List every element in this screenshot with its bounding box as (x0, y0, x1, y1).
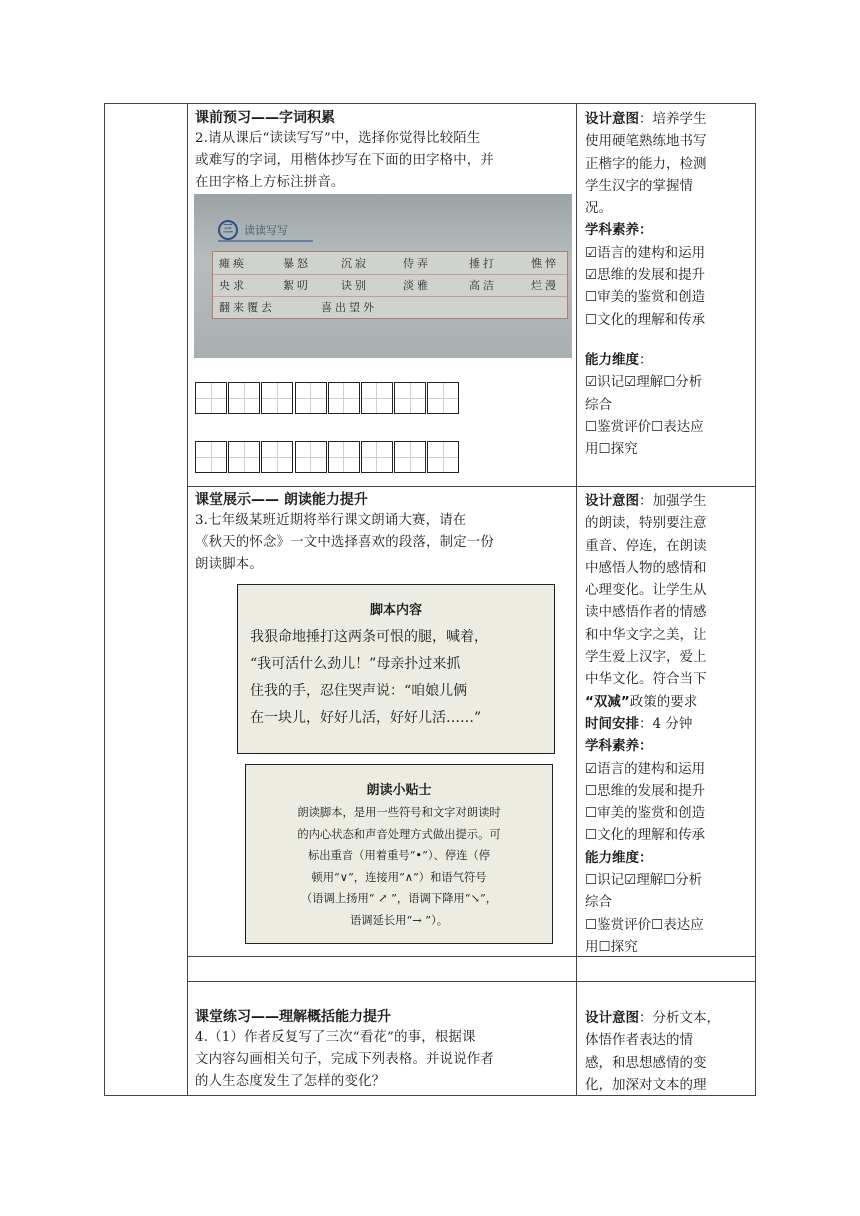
literacy-checkbox[interactable]: ☐文化的理解和传承 (585, 311, 706, 328)
design-notes: 设计意图：培养学生 使用硬笔熟练地书写 正楷字的能力，检测 学生汉字的掌握情 况。 学科素养： ☑语言的建构和运用 ☑思维的发展和提升 ☐审美的鉴赏和创造 ☐文化的理解和传承 能力维度： ☑识记☑理解☐分析 综合 ☐鉴赏评价☐表达应 用☐探究 (585, 108, 753, 460)
vocab-word: 瘫痪 (219, 257, 247, 270)
writing-grid-row[interactable] (195, 382, 461, 414)
design-notes: 设计意图：加强学生 的朗读，特别要注意 重音、停连，在朗读 中感悟人物的感情和 心理变化。让学生从 读中感悟作者的情感 和中华文字之美，让 学生爱上汉字，爱上 中华文化。符合当下 “双减”政策的要求 时间安排：4 分钟 学科素养： ☑语言的建构和运用 ☐思维的发展和提升 ☐审美的鉴赏和创造 ☐文化的理解和传承 能力维度： ☐识记☑理解☐分析 综合 ☐鉴赏评价☐表达应 用☐探究 (585, 490, 753, 958)
tips-title: 朗读小贴士 (366, 783, 432, 798)
ability-checkbox[interactable]: 用☐探究 (585, 441, 638, 458)
literacy-label: 学科素养： (585, 222, 653, 239)
ability-label: 能力维度： (585, 849, 653, 866)
vocab-word: 淡雅 (403, 279, 431, 292)
section-title: 课前预习——字词积累 (195, 110, 335, 126)
lesson-plan-table (104, 103, 756, 1096)
writing-grid-row[interactable] (195, 441, 461, 473)
literacy-checkbox[interactable]: ☑思维的发展和提升 (585, 267, 706, 284)
vocab-word: 侍弄 (403, 257, 431, 270)
design-label: 设计意图 (585, 493, 639, 509)
design-notes: 设计意图：分析文本， 体悟作者表达的情 感，和思想感情的变 化，加深对文本的理 (585, 1010, 720, 1093)
literacy-checkbox[interactable]: ☑语言的建构和运用 (585, 760, 706, 777)
section-title: 课堂练习——理解概括能力提升 (195, 1009, 391, 1025)
time-label: 时间安排 (585, 715, 639, 732)
vocab-grid (212, 251, 568, 319)
reading-tips-box: 朗读小贴士 朗读脚本，是用一些符号和文字对朗读时 的内心状态和声音处理方式做出提示。可 标出重音（用着重号“•”）、停连（停 顿用“∨”，连接用“∧”）和语气符号 （语调上扬用“ ↗ ”，语调下降用“↘”， 语调延长用“→ ”）。 (245, 764, 553, 944)
policy-label: “双减” (585, 693, 630, 710)
literacy-checkbox[interactable]: ☐文化的理解和传承 (585, 827, 706, 844)
ability-checkbox[interactable]: ☑识记☑理解☐分析 (585, 374, 703, 391)
ability-label: 能力维度 (585, 351, 639, 368)
ability-checkbox[interactable]: ☐鉴赏评价☐表达应 (585, 418, 704, 435)
ability-checkbox[interactable]: 用☐探究 (585, 938, 638, 955)
literacy-checkbox[interactable]: ☑语言的建构和运用 (585, 244, 706, 261)
question-text: 文内容勾画相关句子，完成下列表格。并说说作者 (195, 1052, 494, 1067)
literacy-checkbox[interactable]: ☐审美的鉴赏和创造 (585, 289, 706, 306)
literacy-checkbox[interactable]: ☐审美的鉴赏和创造 (585, 805, 706, 822)
vocab-word: 喜出望外 (321, 301, 377, 314)
vocab-word: 沉寂 (341, 257, 369, 270)
vocab-word: 诀别 (341, 279, 369, 292)
section-title: 课堂展示—— 朗读能力提升 (195, 492, 368, 508)
script-title: 脚本内容 (369, 603, 422, 618)
script-content-box: 脚本内容 我狠命地捶打这两条可恨的腿，喊着， “我可活什么劲儿！”母亲扑过来抓 住我的手，忍住哭声说：“咱娘儿俩 在一块儿，好好儿活，好好儿活……” (237, 584, 555, 754)
vocab-word: 絮叨 (283, 279, 311, 292)
practice-cell (195, 1007, 573, 1093)
vocab-word: 捶打 (469, 257, 497, 270)
question-text: 《秋天的怀念》一文中选择喜欢的段落，制定一份 (195, 535, 494, 550)
question-text: 或难写的字词，用楷体抄写在下面的田字格中，并 (195, 153, 494, 168)
literacy-checkbox[interactable]: ☐思维的发展和提升 (585, 782, 706, 799)
vocab-word: 高洁 (469, 279, 497, 292)
literacy-label: 学科素养： (585, 738, 653, 755)
vocab-word: 央求 (219, 279, 247, 292)
question-text: 的人生态度发生了怎样的变化？ (195, 1074, 386, 1089)
design-label: 设计意图 (585, 1010, 639, 1026)
ability-checkbox: 综合 (585, 396, 612, 413)
section-badge-icon: 三 (218, 220, 238, 240)
textbook-photo (194, 194, 572, 358)
row-divider (187, 981, 755, 982)
display-cell (195, 490, 573, 576)
preview-cell (195, 108, 573, 194)
design-label: 设计意图 (585, 111, 639, 127)
vocab-word: 烂漫 (531, 279, 559, 292)
ability-checkbox[interactable]: ☐鉴赏评价☐表达应 (585, 916, 704, 933)
question-text: 3.七年级某班近期将举行课文朗诵大赛，请在 (195, 513, 467, 528)
column-divider (187, 104, 188, 1095)
photo-heading: 读读写写 (244, 224, 288, 237)
row-divider (187, 486, 755, 487)
ability-checkbox[interactable]: ☐识记☑理解☐分析 (585, 872, 703, 889)
ability-checkbox: 综合 (585, 894, 612, 911)
question-text: 朗读脚本。 (195, 557, 263, 572)
time-value: ：4 分钟 (639, 715, 693, 732)
column-divider (576, 104, 577, 1095)
vocab-word: 翻来覆去 (219, 301, 275, 314)
question-text: 2.请从课后“读读写写”中，选择你觉得比较陌生 (195, 131, 481, 146)
question-text: 在田字格上方标注拼音。 (195, 175, 345, 190)
vocab-word: 暴怒 (283, 257, 311, 270)
question-text: 4.（1）作者反复写了三次“看花”的事，根据课 (195, 1030, 476, 1045)
vocab-word: 憔悴 (531, 257, 559, 270)
